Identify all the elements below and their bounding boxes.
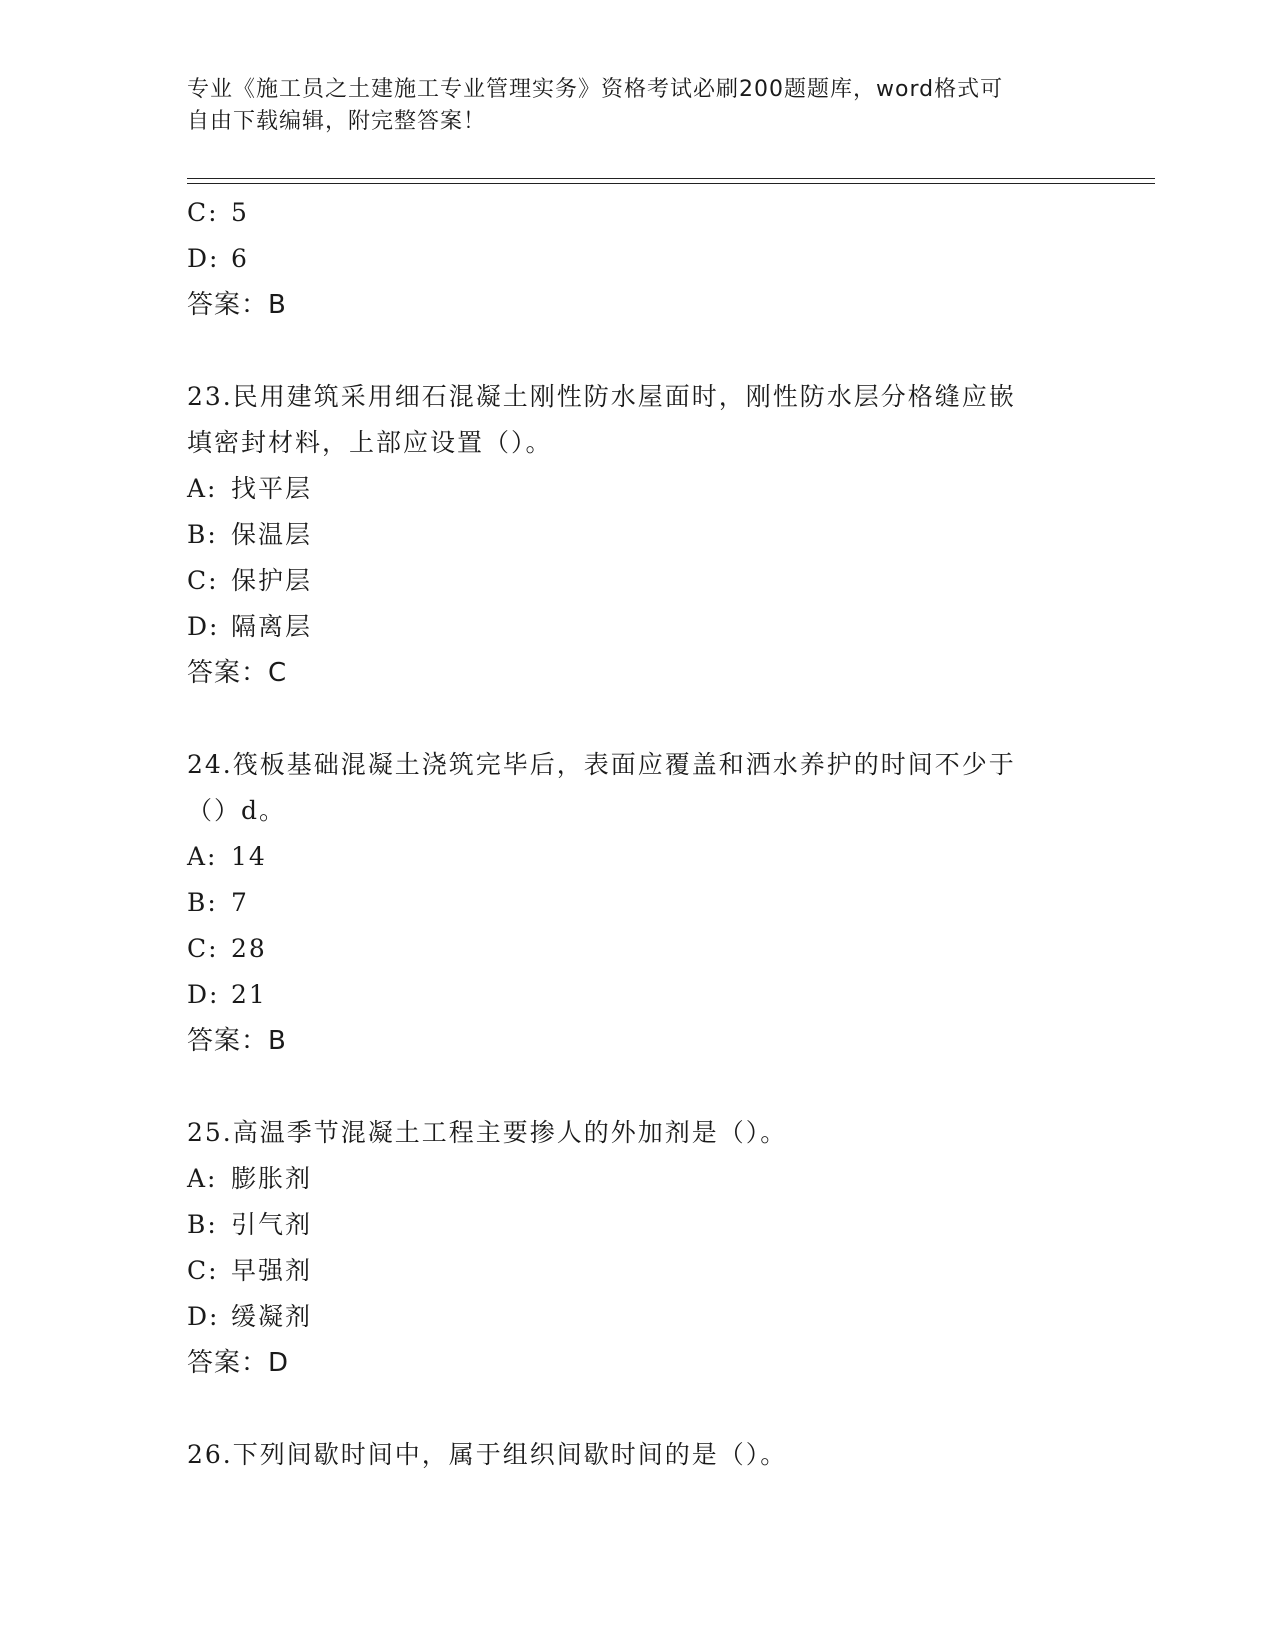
option-item — [187, 1294, 1087, 1340]
option-key: D: — [187, 980, 220, 1009]
option-key: D: — [187, 244, 220, 273]
option-item — [187, 880, 1087, 926]
option-text: 5 — [231, 198, 249, 227]
question-25 — [187, 1110, 1087, 1386]
header-rule-bottom — [187, 183, 1155, 184]
option-text: 14 — [231, 842, 267, 871]
option-key: A: — [187, 1164, 218, 1193]
option-item — [187, 926, 1087, 972]
stem-line: 23.民用建筑采用细石混凝土刚性防水屋面时，刚性防水层分格缝应嵌 — [187, 382, 1016, 411]
option-item — [187, 236, 1087, 282]
option-key: C: — [187, 1256, 219, 1285]
option-text: 7 — [231, 888, 249, 917]
question-24 — [187, 742, 1087, 1064]
stem-line: 26.下列间歇时间中，属于组织间歇时间的是（）。 — [187, 1440, 788, 1469]
question-stem — [187, 1432, 1087, 1478]
option-key: B: — [187, 1210, 218, 1239]
option-text: 膨胀剂 — [231, 1164, 313, 1193]
question-23 — [187, 374, 1087, 696]
option-text: 引气剂 — [231, 1210, 313, 1239]
answer-line: 答案：B — [187, 1026, 287, 1056]
option-text: 找平层 — [231, 474, 313, 503]
option-item — [187, 1248, 1087, 1294]
option-item — [187, 190, 1087, 236]
question-stem — [187, 1110, 1087, 1156]
header-rule-top — [187, 178, 1155, 179]
header-line-1: 专业《施工员之土建施工专业管理实务》资格考试必刷200题题库，word格式可 — [187, 77, 1004, 102]
question-26 — [187, 1432, 1087, 1478]
option-text: 21 — [231, 980, 267, 1009]
stem-line: （）d。 — [187, 796, 287, 825]
option-item — [187, 972, 1087, 1018]
question-content — [187, 190, 1087, 1478]
option-item — [187, 512, 1087, 558]
option-key: A: — [187, 474, 218, 503]
answer-line: 答案：B — [187, 290, 287, 320]
stem-line: 24.筏板基础混凝土浇筑完毕后，表面应覆盖和洒水养护的时间不少于 — [187, 750, 1016, 779]
header-line-2: 自由下载编辑，附完整答案！ — [187, 109, 487, 134]
option-text: 28 — [231, 934, 267, 963]
answer-line: 答案：D — [187, 1348, 290, 1378]
answer-line: 答案：C — [187, 658, 288, 688]
option-text: 早强剂 — [231, 1256, 313, 1285]
option-text: 隔离层 — [231, 612, 313, 641]
option-item — [187, 1156, 1087, 1202]
option-key: B: — [187, 888, 218, 917]
stem-line: 填密封材料，上部应设置（）。 — [187, 428, 553, 457]
option-key: C: — [187, 198, 219, 227]
option-key: B: — [187, 520, 218, 549]
option-text: 6 — [231, 244, 249, 273]
option-text: 缓凝剂 — [231, 1302, 313, 1331]
document-header — [187, 74, 1087, 138]
option-key: D: — [187, 1302, 220, 1331]
option-item — [187, 558, 1087, 604]
option-key: A: — [187, 842, 218, 871]
option-item — [187, 466, 1087, 512]
option-text: 保护层 — [231, 566, 313, 595]
question-stem — [187, 742, 1087, 834]
option-item — [187, 1202, 1087, 1248]
option-text: 保温层 — [231, 520, 313, 549]
option-item — [187, 834, 1087, 880]
option-key: C: — [187, 934, 219, 963]
option-key: C: — [187, 566, 219, 595]
option-item — [187, 604, 1087, 650]
carryover-block — [187, 190, 1087, 328]
option-key: D: — [187, 612, 220, 641]
question-stem — [187, 374, 1087, 466]
stem-line: 25.高温季节混凝土工程主要掺人的外加剂是（）。 — [187, 1118, 788, 1147]
